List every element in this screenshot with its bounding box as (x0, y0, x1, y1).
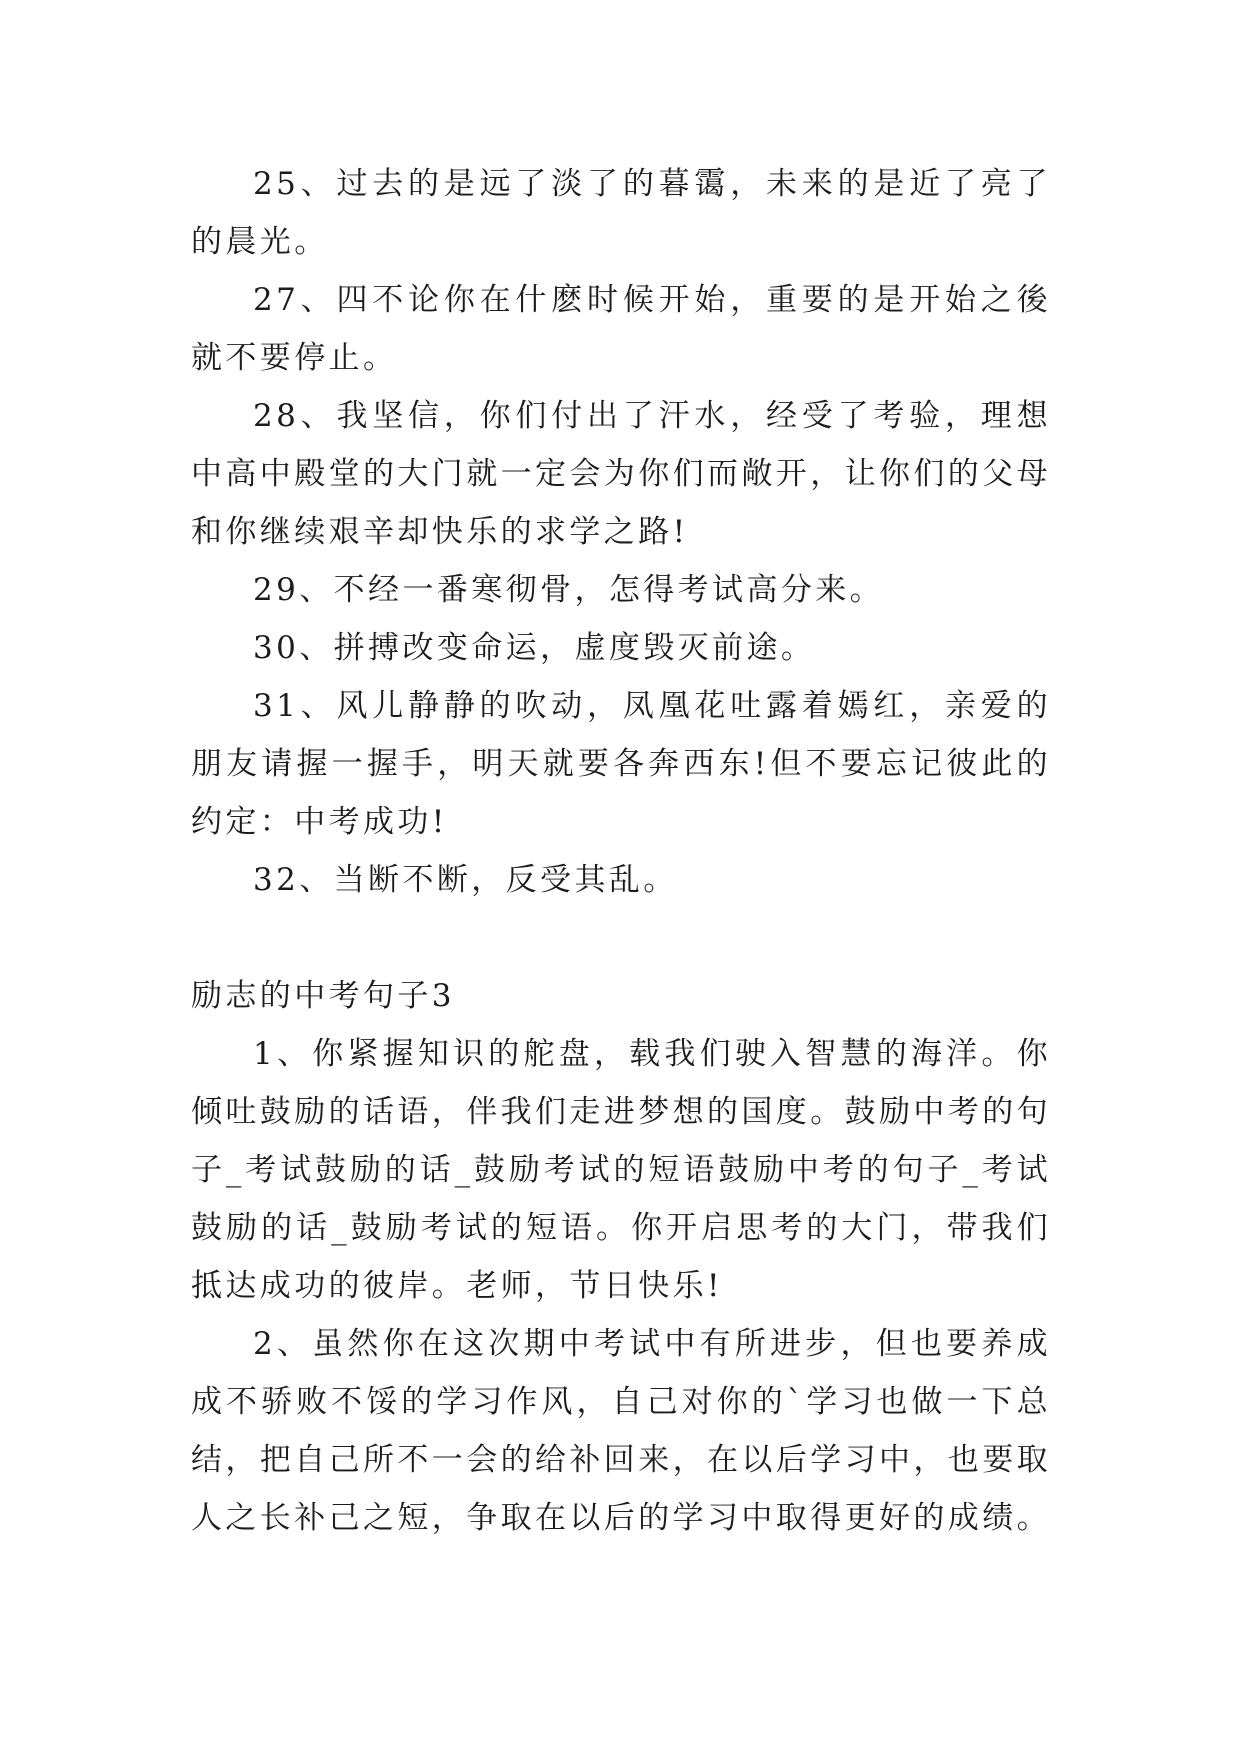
paragraph-25: 25、过去的是远了淡了的暮霭，未来的是近了亮了的晨光。 (191, 166, 1051, 260)
paragraph-32: 32、当断不断，反受其乱。 (253, 862, 678, 898)
paragraph-1: 1、你紧握知识的舵盘，载我们驶入智慧的海洋。你倾吐鼓励的话语，伴我们走进梦想的国度。鼓励中考的句子_考试鼓励的话_鼓励考试的短语鼓励中考的句子_考试鼓励的话_鼓励考试的短语。你开启思考的大门，带我们抵达成功的彼岸。老师，节日快乐! (191, 1036, 1051, 1304)
section-spacer (191, 909, 1051, 967)
paragraph-29: 29、不经一番寒彻骨，怎得考试高分来。 (253, 572, 885, 608)
paragraph-31: 31、风儿静静的吹动，凤凰花吐露着嫣红，亲爱的朋友请握一握手，明天就要各奔西东!但不要忘记彼此的约定：中考成功! (191, 688, 1051, 840)
section-heading: 励志的中考句子3 (191, 978, 455, 1014)
paragraph-30: 30、拼搏改变命运，虚度毁灭前途。 (253, 630, 816, 666)
paragraph-28: 28、我坚信，你们付出了汗水，经受了考验，理想中高中殿堂的大门就一定会为你们而敞开，让你们的父母和你继续艰辛却快乐的求学之路! (191, 398, 1051, 550)
document-body (191, 155, 1051, 1547)
paragraph-2: 2、虽然你在这次期中考试中有所进步，但也要养成成不骄败不馁的学习作风，自己对你的`学习也做一下总结，把自己所不一会的给补回来，在以后学习中，也要取人之长补己之短，争取在以后的学习中取得更好的成绩。 (191, 1326, 1051, 1536)
paragraph-27: 27、四不论你在什麽时候开始，重要的是开始之後就不要停止。 (191, 282, 1051, 376)
